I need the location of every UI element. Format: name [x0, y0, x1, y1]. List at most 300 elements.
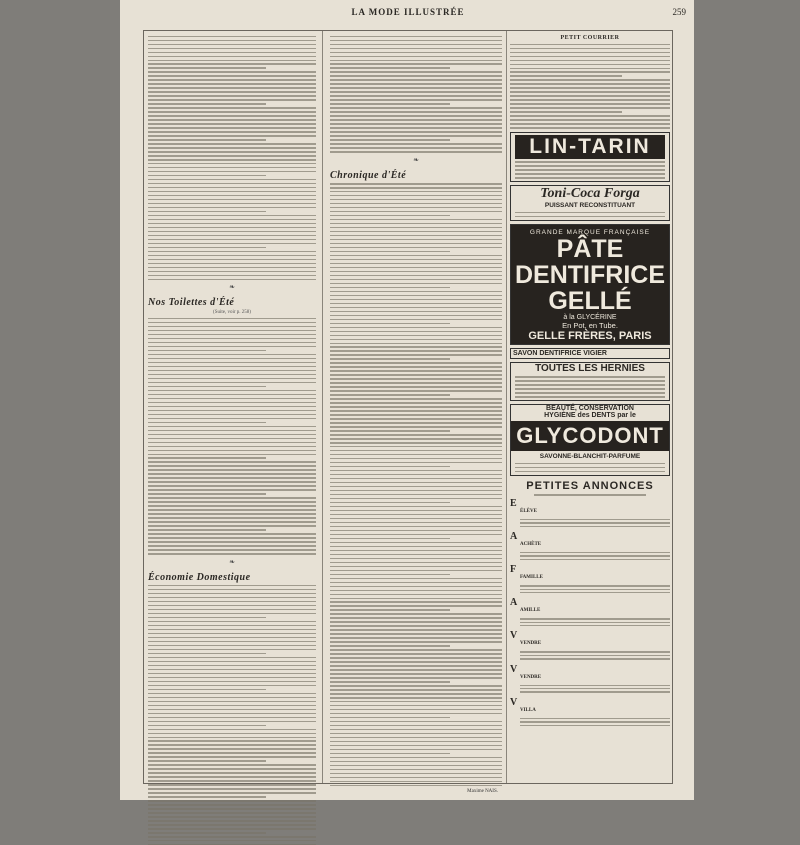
- annonce-body: [520, 532, 670, 562]
- text-line: [148, 661, 316, 662]
- text-line: [515, 169, 665, 170]
- text-line: [330, 147, 502, 148]
- text-line: [330, 235, 502, 236]
- text-line: [520, 725, 670, 726]
- text-line: [510, 44, 670, 45]
- text-line: [534, 494, 646, 495]
- text-line: [330, 661, 502, 662]
- text-line: [330, 406, 502, 407]
- petit-courrier-text: [510, 44, 670, 129]
- text-line: [148, 95, 316, 96]
- text-line: [330, 374, 502, 375]
- text-line: [330, 139, 450, 140]
- text-line: [148, 772, 316, 773]
- text-line: [148, 517, 316, 518]
- text-line: [148, 330, 316, 331]
- text-line: [148, 780, 316, 781]
- text-line: [148, 609, 316, 610]
- text-line: [515, 384, 665, 385]
- text-line: [510, 83, 670, 84]
- text-line: [148, 469, 316, 470]
- text-line: [330, 701, 502, 702]
- text-line: [148, 589, 316, 590]
- text-line: [330, 323, 450, 324]
- ornament-divider: ❧: [413, 155, 419, 164]
- text-line: [148, 585, 316, 586]
- ad-toni-coca-text: [511, 212, 669, 217]
- text-line: [148, 60, 316, 61]
- text-line: [148, 637, 316, 638]
- text-line: [510, 60, 670, 61]
- text-line: [330, 183, 502, 184]
- text-line: [330, 343, 502, 344]
- page-header: [144, 7, 686, 25]
- ad-hernies-title: TOUTES LES HERNIES: [535, 362, 645, 374]
- annonce-drop-letter: V: [510, 630, 518, 642]
- text-line: [515, 471, 665, 472]
- text-line: [148, 87, 316, 88]
- text-line: [330, 430, 450, 431]
- text-line: [330, 91, 502, 92]
- text-line: [330, 223, 502, 224]
- text-line: [148, 442, 316, 443]
- text-line: [330, 107, 502, 108]
- column-middle: [330, 33, 502, 794]
- text-line: [330, 522, 502, 523]
- annonce-body: [520, 665, 670, 695]
- text-line: [330, 733, 502, 734]
- text-line: [330, 586, 502, 587]
- text-line: [148, 247, 266, 248]
- text-line: [148, 713, 316, 714]
- text-line: [330, 677, 502, 678]
- text-line: [148, 832, 266, 833]
- ad-lin-tarin-name: LIN-TARIN: [529, 134, 651, 158]
- text-line: [330, 335, 502, 336]
- text-line: [330, 350, 502, 351]
- text-line: [330, 227, 502, 228]
- ad-gelle-line5: à la GLYCÉRINE: [563, 313, 617, 321]
- text-line: [330, 327, 502, 328]
- text-line: [148, 40, 316, 41]
- annonce-body: [520, 499, 670, 529]
- text-line: [148, 685, 316, 686]
- text-line: [330, 103, 450, 104]
- text-line: [515, 212, 665, 213]
- text-line: [148, 768, 316, 769]
- text-line: [330, 123, 502, 124]
- ad-glycodont-text: [511, 463, 669, 472]
- text-line: [520, 519, 670, 520]
- ad-lin-tarin: [510, 132, 670, 183]
- text-line: [520, 651, 670, 652]
- text-line: [330, 741, 502, 742]
- text-line: [148, 689, 266, 690]
- text-line: [330, 283, 502, 284]
- text-line: [330, 295, 502, 296]
- text-line: [330, 617, 502, 618]
- text-line: [330, 44, 502, 45]
- text-line: [330, 601, 502, 602]
- text-line: [515, 380, 665, 381]
- ad-pate-dentifrice-gelle: [510, 224, 670, 345]
- petites-annonces-list: [510, 499, 670, 728]
- text-line: [148, 501, 316, 502]
- text-line: [330, 203, 502, 204]
- text-line: [148, 693, 316, 694]
- text-line: [148, 796, 266, 797]
- text-line: [148, 434, 316, 435]
- text-line: [330, 558, 502, 559]
- text-line: [148, 171, 316, 172]
- text-line: [330, 366, 502, 367]
- text-line: [148, 677, 316, 678]
- text-line: [520, 655, 670, 656]
- text-line: [330, 514, 502, 515]
- text-line: [148, 390, 316, 391]
- text-line: [510, 115, 670, 116]
- text-line: [330, 239, 502, 240]
- section-title-toilettes: Nos Toilettes d'Été: [148, 297, 235, 309]
- text-line: [510, 71, 670, 72]
- annonce-keyword: VENDRE: [520, 641, 542, 647]
- annonce-item: [510, 631, 670, 661]
- text-line: [330, 402, 502, 403]
- text-line: [330, 681, 450, 682]
- ad-glycodont: [510, 404, 670, 476]
- text-line: [515, 173, 665, 174]
- text-line: [148, 56, 316, 57]
- text-line: [148, 549, 316, 550]
- text-line: [330, 311, 502, 312]
- text-line: [330, 657, 502, 658]
- text-line: [148, 52, 316, 53]
- text-line: [148, 717, 316, 718]
- text-line: [148, 402, 316, 403]
- text-line: [510, 127, 670, 128]
- text-line: [148, 721, 316, 722]
- text-line: [330, 450, 502, 451]
- text-line: [330, 470, 502, 471]
- annonce-item: [510, 665, 670, 695]
- text-line: [148, 788, 316, 789]
- text-line: [148, 461, 316, 462]
- text-line: [148, 195, 316, 196]
- annonce-keyword: ÉLÈVE: [520, 508, 537, 514]
- annonce-drop-letter: V: [510, 696, 518, 708]
- text-line: [148, 127, 316, 128]
- text-line: [330, 219, 502, 220]
- text-line: [148, 179, 316, 180]
- text-line: [330, 613, 502, 614]
- page-number: 259: [672, 7, 686, 17]
- text-line: [330, 131, 502, 132]
- text-line: [330, 346, 502, 347]
- text-line: [330, 510, 502, 511]
- text-line: [330, 36, 502, 37]
- text-line: [520, 592, 670, 593]
- text-line: [148, 705, 316, 706]
- text-line: [148, 792, 316, 793]
- text-line: [148, 681, 316, 682]
- text-line: [330, 390, 502, 391]
- text-line: [330, 414, 502, 415]
- text-line: [148, 271, 316, 272]
- text-line: [148, 740, 316, 741]
- text-line: [148, 776, 316, 777]
- text-line: [148, 143, 316, 144]
- text-line: [148, 358, 316, 359]
- text-line: [148, 215, 316, 216]
- text-line: [330, 689, 502, 690]
- ornament-divider: ❧: [229, 557, 235, 566]
- text-line: [148, 752, 316, 753]
- text-line: [148, 326, 316, 327]
- text-line: [330, 709, 502, 710]
- text-line: [330, 474, 502, 475]
- text-line: [330, 287, 450, 288]
- text-line: [330, 769, 502, 770]
- text-line: [330, 737, 502, 738]
- text-line: [330, 386, 502, 387]
- text-line: [330, 785, 502, 786]
- text-line: [330, 693, 502, 694]
- text-line: [330, 550, 502, 551]
- text-line: [510, 79, 670, 80]
- text-line: [330, 40, 502, 41]
- text-line: [330, 454, 502, 455]
- text-line: [330, 594, 502, 595]
- text-line: [148, 374, 316, 375]
- text-line: [330, 83, 502, 84]
- annonce-body: [520, 631, 670, 661]
- text-line: [520, 721, 670, 722]
- text-line: [330, 633, 502, 634]
- text-line: [520, 622, 670, 623]
- text-line: [148, 394, 316, 395]
- text-line: [330, 498, 502, 499]
- text-line: [148, 386, 266, 387]
- text-line: [330, 566, 502, 567]
- text-line: [148, 509, 316, 510]
- text-line: [148, 669, 316, 670]
- text-line: [510, 111, 622, 112]
- ad-lin-tarin-text: [511, 161, 669, 178]
- text-line: [148, 63, 316, 64]
- economie-article-text: [148, 585, 316, 845]
- text-line: [330, 354, 502, 355]
- text-line: [148, 625, 316, 626]
- text-line: [330, 358, 450, 359]
- text-line: [330, 263, 502, 264]
- text-line: [148, 733, 316, 734]
- text-line: [330, 697, 502, 698]
- text-line: [330, 259, 502, 260]
- annonce-keyword: VILLA: [520, 707, 536, 713]
- text-line: [330, 56, 502, 57]
- text-line: [510, 107, 670, 108]
- text-line: [330, 478, 502, 479]
- text-line: [148, 489, 316, 490]
- ad-gelle-line7: GELLE FRÈRES, PARIS: [528, 329, 652, 342]
- text-line: [148, 48, 316, 49]
- text-line: [330, 745, 502, 746]
- text-line: [510, 52, 670, 53]
- ad-glycodont-name: GLYCODONT: [511, 421, 669, 451]
- text-line: [148, 446, 316, 447]
- text-line: [148, 163, 316, 164]
- text-line: [510, 64, 670, 65]
- text-line: [148, 187, 316, 188]
- text-line: [148, 346, 316, 347]
- text-line: [148, 243, 316, 244]
- text-line: [148, 665, 316, 666]
- text-line: [148, 123, 316, 124]
- text-line: [148, 414, 316, 415]
- text-line: [520, 685, 670, 686]
- ad-glycodont-line2: HYGIÈNE des DENTS par le: [544, 412, 636, 420]
- text-line: [330, 438, 502, 439]
- text-line: [510, 91, 670, 92]
- text-line: [330, 717, 450, 718]
- text-line: [148, 617, 266, 618]
- annonce-drop-letter: F: [510, 564, 517, 576]
- text-line: [148, 267, 316, 268]
- text-line: [330, 231, 502, 232]
- text-line: [148, 91, 316, 92]
- ad-glycodont-line3: SAVONNE-BLANCHIT-PARFUME: [539, 453, 641, 461]
- text-line: [148, 338, 316, 339]
- text-line: [330, 275, 502, 276]
- text-line: [148, 812, 316, 813]
- text-line: [148, 756, 316, 757]
- text-line: [148, 342, 316, 343]
- annonce-item: [510, 499, 670, 529]
- ad-gelle-line4: GELLÉ: [548, 286, 632, 315]
- text-line: [148, 366, 316, 367]
- annonce-keyword: FAMILLE: [520, 575, 543, 581]
- text-line: [330, 502, 450, 503]
- text-line: [330, 291, 502, 292]
- text-line: [510, 68, 670, 69]
- ad-toni-coca-name: Toni-Coca Forga: [540, 186, 640, 202]
- text-line: [330, 243, 502, 244]
- text-line: [330, 669, 502, 670]
- text-line: [520, 552, 670, 553]
- text-line: [148, 641, 316, 642]
- text-line: [510, 87, 670, 88]
- text-line: [148, 748, 316, 749]
- text-line: [520, 688, 670, 689]
- text-line: [148, 183, 316, 184]
- section-title-economie: Économie Domestique: [148, 571, 251, 583]
- text-line: [148, 541, 316, 542]
- text-line: [330, 303, 502, 304]
- text-line: [148, 553, 316, 554]
- text-line: [148, 203, 316, 204]
- text-line: [330, 398, 502, 399]
- text-line: [330, 151, 502, 152]
- text-line: [330, 729, 502, 730]
- text-line: [148, 701, 316, 702]
- article-signature: Maxime NAIS.: [467, 788, 498, 794]
- text-line: [330, 530, 502, 531]
- text-line: [148, 438, 316, 439]
- text-line: [148, 370, 316, 371]
- text-line: [520, 618, 670, 619]
- text-line: [510, 75, 622, 76]
- ad-savon-vigier: [510, 348, 670, 359]
- ad-glycodont-line1: BEAUTÉ, CONSERVATION: [546, 405, 634, 413]
- text-line: [330, 777, 502, 778]
- text-line: [148, 398, 316, 399]
- text-line: [520, 625, 670, 626]
- text-line: [330, 641, 502, 642]
- text-line: [148, 521, 316, 522]
- text-line: [330, 191, 502, 192]
- text-line: [330, 215, 450, 216]
- text-line: [148, 362, 316, 363]
- text-line: [148, 354, 316, 355]
- text-line: [510, 119, 670, 120]
- text-line: [515, 388, 665, 389]
- ad-gelle-line2: PÂTE: [556, 234, 624, 263]
- text-line: [148, 457, 266, 458]
- text-line: [330, 79, 502, 80]
- text-line: [330, 446, 502, 447]
- text-line: [148, 816, 316, 817]
- annonce-body: [520, 565, 670, 595]
- text-line: [330, 621, 502, 622]
- ornament-divider: ❧: [229, 283, 235, 292]
- text-line: [520, 522, 670, 523]
- text-line: [148, 83, 316, 84]
- text-line: [148, 418, 316, 419]
- text-line: [330, 486, 502, 487]
- text-line: [148, 239, 316, 240]
- text-line: [330, 119, 502, 120]
- ad-toni-coca: [510, 185, 670, 221]
- text-line: [148, 613, 316, 614]
- newspaper-page: [120, 0, 694, 800]
- text-line: [330, 526, 502, 527]
- text-line: [330, 135, 502, 136]
- text-line: [330, 538, 450, 539]
- text-line: [510, 103, 670, 104]
- text-line: [148, 199, 316, 200]
- text-line: [330, 422, 502, 423]
- text-line: [148, 529, 266, 530]
- text-line: [330, 394, 450, 395]
- text-line: [330, 462, 502, 463]
- knitting-instructions-text: [148, 36, 316, 280]
- annonce-item: [510, 698, 670, 728]
- text-line: [148, 207, 316, 208]
- text-line: [520, 585, 670, 586]
- text-line: [148, 473, 316, 474]
- text-line: [330, 665, 502, 666]
- text-line: [330, 546, 502, 547]
- text-line: [330, 518, 502, 519]
- text-line: [148, 597, 316, 598]
- text-line: [148, 231, 316, 232]
- text-line: [148, 251, 316, 252]
- text-line: [148, 227, 316, 228]
- text-line: [510, 56, 670, 57]
- text-line: [148, 223, 316, 224]
- text-line: [148, 422, 266, 423]
- section-subtitle: (Suite, voir p. 258): [213, 310, 251, 316]
